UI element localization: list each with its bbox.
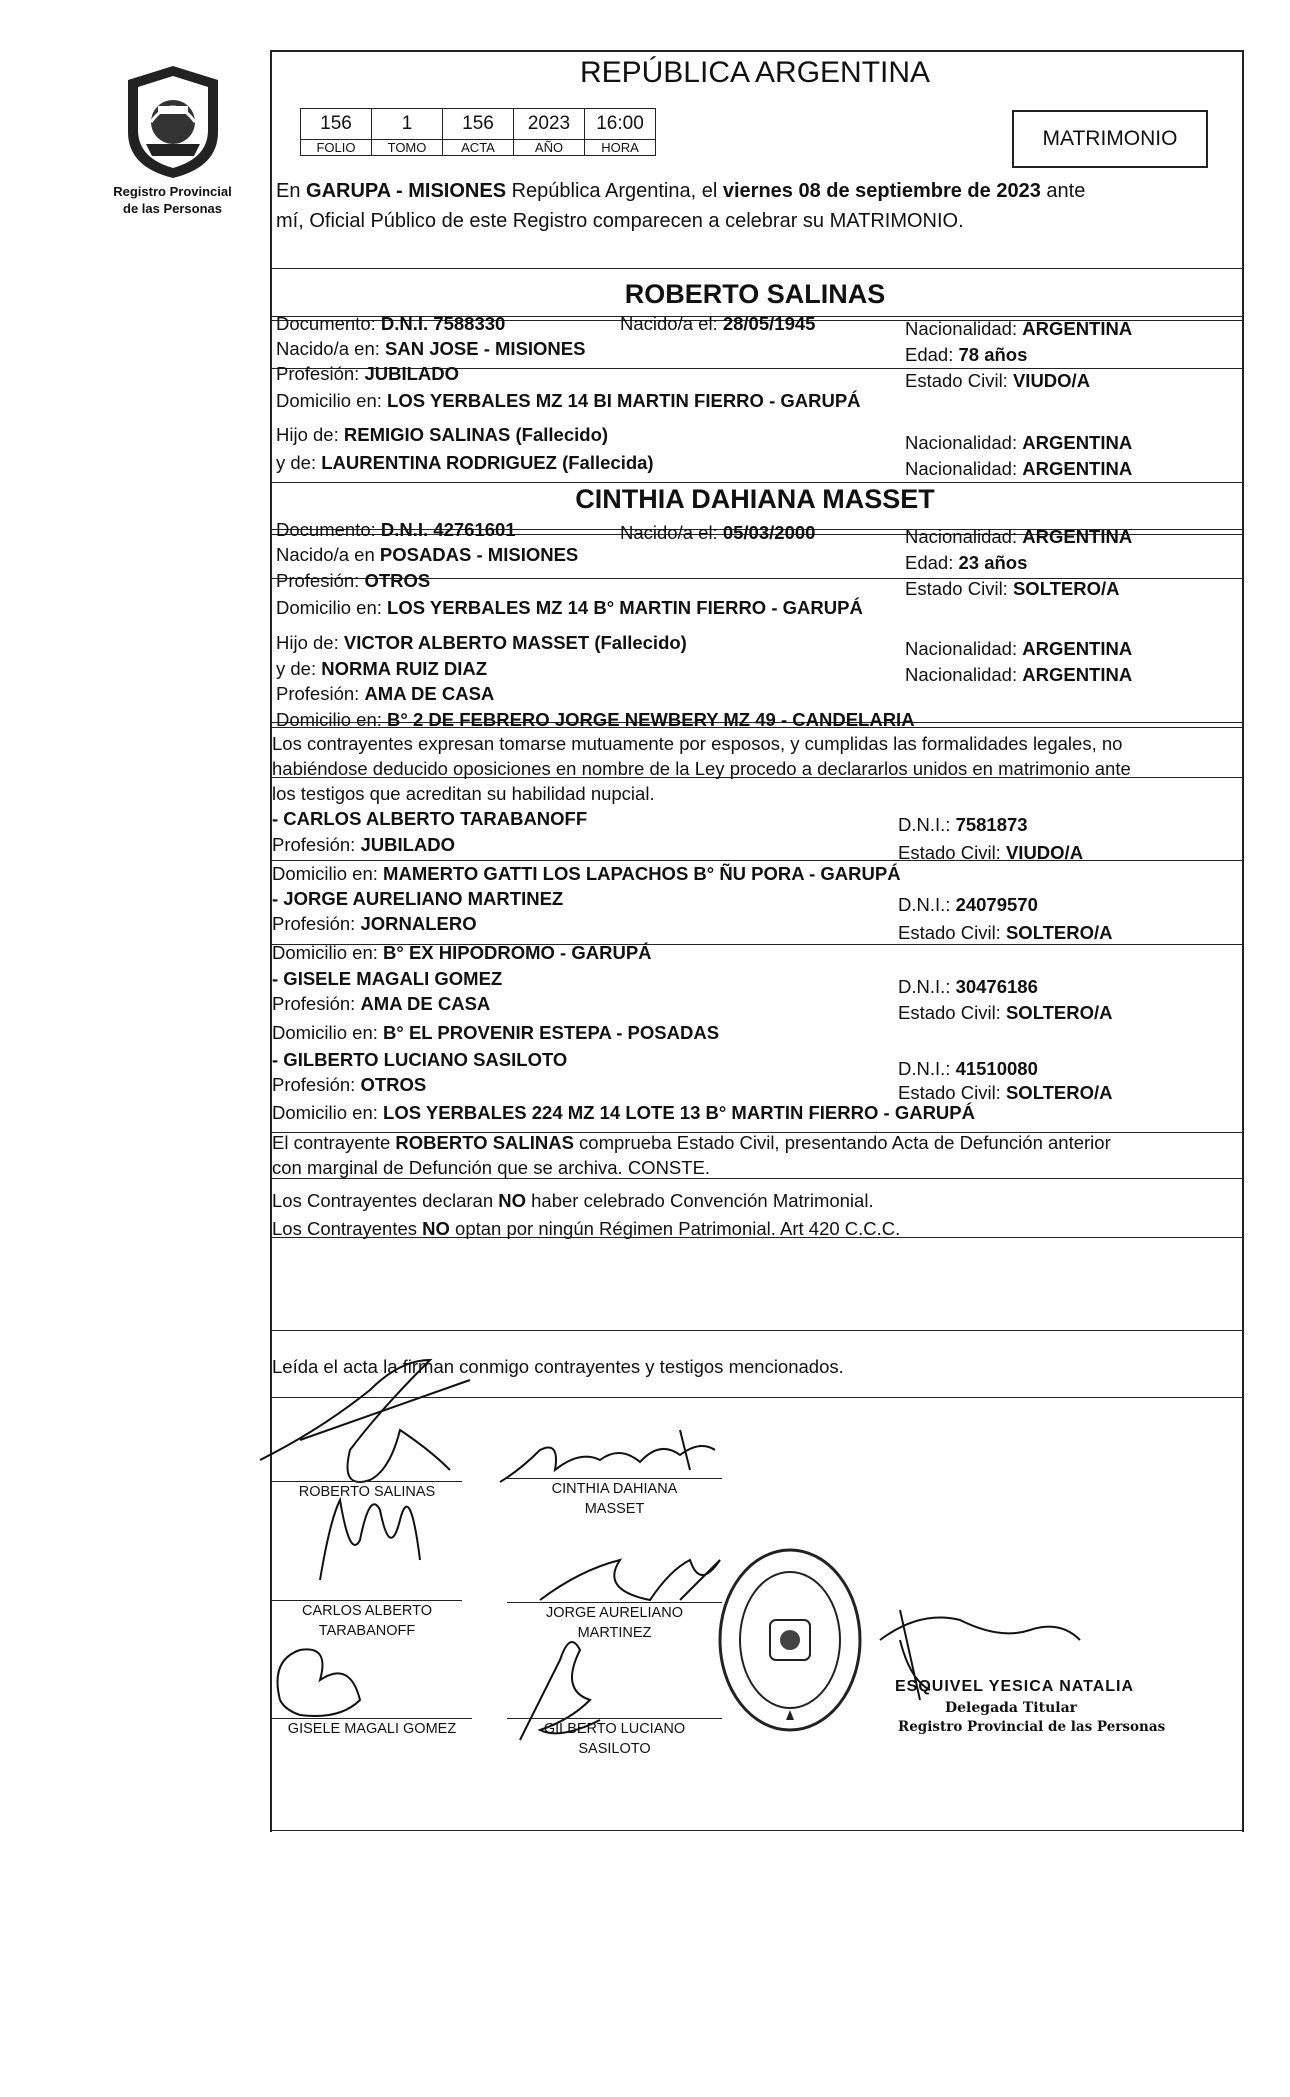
witness1-name: - CARLOS ALBERTO TARABANOFF [272,808,588,829]
tomo-label: TOMO [372,140,443,156]
anio-label: AÑO [514,140,585,156]
folio-label: FOLIO [301,140,372,156]
witness1-profesion: Profesión: JUBILADO [272,834,455,855]
spouse1-documento: Documento: D.N.I. 7588330 [276,313,506,334]
spouse1-padre: Hijo de: REMIGIO SALINAS (Fallecido) [276,424,609,445]
sig-caption-jorge-2: MARTINEZ [577,1625,652,1641]
witness3-domicilio: Domicilio en: B° EL PROVENIR ESTEPA - POSADAS [272,1022,720,1043]
spouse2-nacido-en: Nacido/a en POSADAS - MISIONES [276,544,579,565]
spouse2-estado-civil: Estado Civil: SOLTERO/A [905,578,1120,599]
registry-caption-1: Registro Provincial [113,184,232,199]
sig-caption-cinthia-2: MASSET [584,1501,645,1517]
act-type-box: MATRIMONIO [1012,110,1208,168]
witness2-estado-civil: Estado Civil: SOLTERO/A [898,922,1113,943]
official-name: ESQUIVEL YESICA NATALIA [895,1678,1135,1695]
declaration-line-2: habiéndose deducido oposiciones en nombre de la Ley procedo a declararlos unidos en matrimonio ante [272,758,1131,779]
acta-label: ACTA [443,140,514,156]
spouse1-edad: Edad: 78 años [905,344,1028,365]
spouse2-edad: Edad: 23 años [905,552,1028,573]
spouse1-estado-civil: Estado Civil: VIUDO/A [905,370,1091,391]
witness4-estado-civil: Estado Civil: SOLTERO/A [898,1082,1113,1103]
spouse1-profesion: Profesión: JUBILADO [276,363,459,384]
witness2-profesion: Profesión: JORNALERO [272,913,477,934]
sigline-cinthia [507,1478,722,1479]
spouse2-nacido-el: Nacido/a el: 05/03/2000 [620,522,816,543]
spouse2-madre-domicilio: Domicilio en: B° 2 DE FEBRERO JORGE NEWBERY MZ 49 - CANDELARIA [276,709,915,730]
spouse1-nacido-en: Nacido/a en: SAN JOSE - MISIONES [276,338,586,359]
signature-carlos [320,1500,420,1580]
witness4-profesion: Profesión: OTROS [272,1074,427,1095]
closing-text: Leída el acta la firman conmigo contrayentes y testigos mencionados. [272,1356,844,1377]
declaration-line-1: Los contrayentes expresan tomarse mutuamente por esposos, y cumplidas las formalidades legales, no [272,733,1123,754]
declaration-line-3: los testigos que acreditan su habilidad nupcial. [272,783,655,804]
witness4-domicilio: Domicilio en: LOS YERBALES 224 MZ 14 LOTE 13 B° MARTIN FIERRO - GARUPÁ [272,1102,975,1123]
sig-caption-gilberto-1: GILBERTO LUCIANO [543,1721,686,1737]
sigline-carlos [272,1600,462,1601]
hora-value: 16:00 [585,109,656,140]
spouse2-nacionalidad: Nacionalidad: ARGENTINA [905,526,1133,547]
sigline-gisele [272,1718,472,1719]
official-org: Registro Provincial de las Personas [898,1719,1166,1735]
hora-label: HORA [585,140,656,156]
official-stamp-icon [715,1545,865,1735]
signature-roberto [260,1360,470,1482]
sigline-gilberto [507,1718,722,1719]
sig-caption-gisele: GISELE MAGALI GOMEZ [287,1721,457,1737]
spouse1-madre: y de: LAURENTINA RODRIGUEZ (Fallecida) [276,452,654,473]
spouse1-nacido-el: Nacido/a el: 28/05/1945 [620,313,816,334]
sig-caption-carlos-2: TARABANOFF [318,1623,416,1639]
witness3-dni: D.N.I.: 30476186 [898,976,1038,997]
signature-cinthia [500,1430,715,1482]
note-defuncion-line-1: El contrayente ROBERTO SALINAS comprueba Estado Civil, presentando Acta de Defunción anterior [272,1132,1111,1153]
spouse2-profesion: Profesión: OTROS [276,570,431,591]
spouse2-padre-nac: Nacionalidad: ARGENTINA [905,638,1133,659]
spouse1-nacionalidad: Nacionalidad: ARGENTINA [905,318,1133,339]
tomo-value: 1 [372,109,443,140]
spouse2-madre: y de: NORMA RUIZ DIAZ [276,658,488,679]
note-defuncion-line-2: con marginal de Defunción que se archiva. CONSTE. [272,1157,711,1178]
spouse2-domicilio: Domicilio en: LOS YERBALES MZ 14 B° MARTIN FIERRO - GARUPÁ [276,597,863,618]
spouse1-padre-nac: Nacionalidad: ARGENTINA [905,432,1133,453]
witness3-estado-civil: Estado Civil: SOLTERO/A [898,1002,1113,1023]
witness1-dni: D.N.I.: 7581873 [898,814,1028,835]
witness1-domicilio: Domicilio en: MAMERTO GATTI LOS LAPACHOS B° ÑU PORA - GARUPÁ [272,863,901,884]
anio-value: 2023 [514,109,585,140]
intro-line-1: En GARUPA - MISIONES República Argentina, el viernes 08 de septiembre de 2023 ante [276,180,1086,202]
spouse2-madre-profesion: Profesión: AMA DE CASA [276,683,495,704]
official-title: Delegada Titular [945,1700,1078,1716]
witness2-domicilio: Domicilio en: B° EX HIPODROMO - GARUPÁ [272,942,652,963]
witness3-profesion: Profesión: AMA DE CASA [272,993,491,1014]
spouse2-padre: Hijo de: VICTOR ALBERTO MASSET (Fallecido) [276,632,687,653]
spouse1-domicilio: Domicilio en: LOS YERBALES MZ 14 BI MARTIN FIERRO - GARUPÁ [276,390,861,411]
spouse2-documento: Documento: D.N.I. 42761601 [276,519,516,540]
sig-caption-roberto: ROBERTO SALINAS [298,1484,436,1500]
witness2-dni: D.N.I.: 24079570 [898,894,1038,915]
registry-caption-2: de las Personas [123,201,222,216]
intro-line-2: mí, Oficial Público de este Registro comparecen a celebrar su MATRIMONIO. [276,210,964,232]
signature-jorge [540,1560,720,1600]
sig-caption-gilberto-2: SASILOTO [578,1741,651,1757]
sigline-roberto [272,1481,462,1482]
spouse2-name: CINTHIA DAHIANA MASSET [575,484,935,514]
spouse1-madre-nac: Nacionalidad: ARGENTINA [905,458,1133,479]
witness3-name: - GISELE MAGALI GOMEZ [272,968,503,989]
sig-caption-jorge-1: JORGE AURELIANO [546,1605,683,1621]
note-convencion: Los Contrayentes declaran NO haber celebrado Convención Matrimonial. [272,1190,874,1211]
signature-gisele [278,1649,361,1716]
witness4-dni: D.N.I.: 41510080 [898,1058,1038,1079]
witness1-estado-civil: Estado Civil: VIUDO/A [898,842,1084,863]
spouse1-name: ROBERTO SALINAS [624,279,886,309]
witness2-name: - JORGE AURELIANO MARTINEZ [272,888,564,909]
acta-value: 156 [443,109,514,140]
folio-value: 156 [301,109,372,140]
sigline-jorge [507,1602,722,1603]
spouse2-madre-nac: Nacionalidad: ARGENTINA [905,664,1133,685]
page-title: REPÚBLICA ARGENTINA [579,56,931,89]
witness4-name: - GILBERTO LUCIANO SASILOTO [272,1049,568,1070]
sig-caption-carlos-1: CARLOS ALBERTO [301,1603,433,1619]
sig-caption-cinthia-1: CINTHIA DAHIANA [551,1481,678,1497]
note-regimen: Los Contrayentes NO optan por ningún Régimen Patrimonial. Art 420 C.C.C. [272,1218,901,1239]
